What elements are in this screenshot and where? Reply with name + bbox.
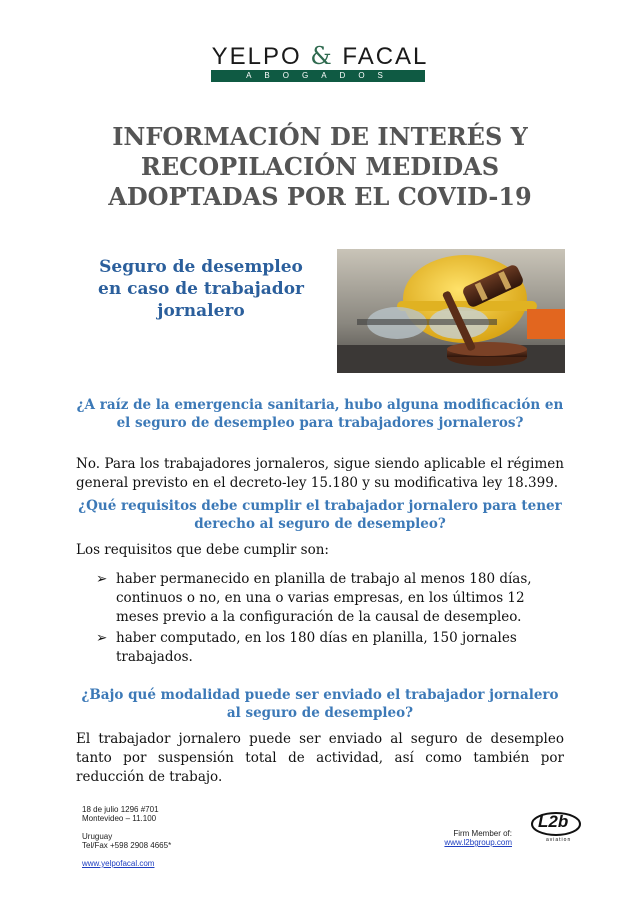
list-item (96, 570, 566, 627)
list-item (96, 629, 566, 667)
l2b-link[interactable]: www.l2bgroup.com (444, 838, 512, 847)
list-item-text: haber permanecido en planilla de trabajo al menos 180 días, continuos o no, en una o varias empresas, en los últimos 12 meses previo a la configuración de la causal de desempleo. (116, 571, 532, 625)
phone-number: Tel/Fax +598 2908 4665* (82, 841, 172, 850)
document-title: INFORMACIÓN DE INTERÉS Y RECOPILACIÓN MEDIDAS ADOPTADAS POR EL COVID-19 (108, 122, 532, 211)
address-line: Montevideo – 11.100 (82, 814, 157, 823)
website-link[interactable]: www.yelpofacal.com (82, 859, 155, 868)
l2b-logo-text: L2b (538, 812, 569, 831)
requirements-list (96, 570, 566, 669)
firm-member-label: Firm Member of: (453, 829, 512, 838)
address-line: 18 de julio 1296 #701 (82, 805, 159, 814)
logo-subtitle: ABOGADOS (211, 70, 425, 82)
logo-name-part1: YELPO (211, 43, 302, 70)
l2b-logo (526, 810, 586, 846)
list-item-text: haber computado, en los 180 días en planilla, 150 jornales trabajados. (116, 630, 517, 665)
question-1: ¿A raíz de la emergencia sanitaria, hubo alguna modificación en el seguro de desempleo para trabajadores jornaleros? (76, 397, 564, 431)
question-2: ¿Qué requisitos debe cumplir el trabajador jornalero para tener derecho al seguro de desempleo? (78, 498, 562, 532)
answer-3: El trabajador jornalero puede ser enviado al seguro de desempleo tanto por suspensión total de actividad, así como también por reducción de trabajo. (76, 731, 564, 785)
firm-logo (0, 42, 640, 71)
firm-member (430, 829, 512, 847)
question-3: ¿Bajo qué modalidad puede ser enviado el trabajador jornalero al seguro de desempleo? (81, 687, 559, 721)
logo-name-part2: FACAL (342, 43, 429, 70)
logo-ampersand: & (310, 42, 334, 70)
topic-heading: Seguro de desempleo en caso de trabajador jornalero (98, 257, 304, 321)
gavel-hardhat-photo (337, 249, 565, 373)
arrow-bullet-icon: ➢ (96, 571, 108, 587)
address-line: Uruguay (82, 832, 113, 841)
answer-1: No. Para los trabajadores jornaleros, sigue siendo aplicable el régimen general previsto en el decreto-ley 15.180 y su modificativa ley 18.399. (76, 456, 564, 491)
answer-2: Los requisitos que debe cumplir son: (76, 542, 329, 558)
l2b-logo-sub: aviation (546, 837, 572, 843)
arrow-bullet-icon: ➢ (96, 630, 108, 646)
footer-address (82, 805, 171, 868)
